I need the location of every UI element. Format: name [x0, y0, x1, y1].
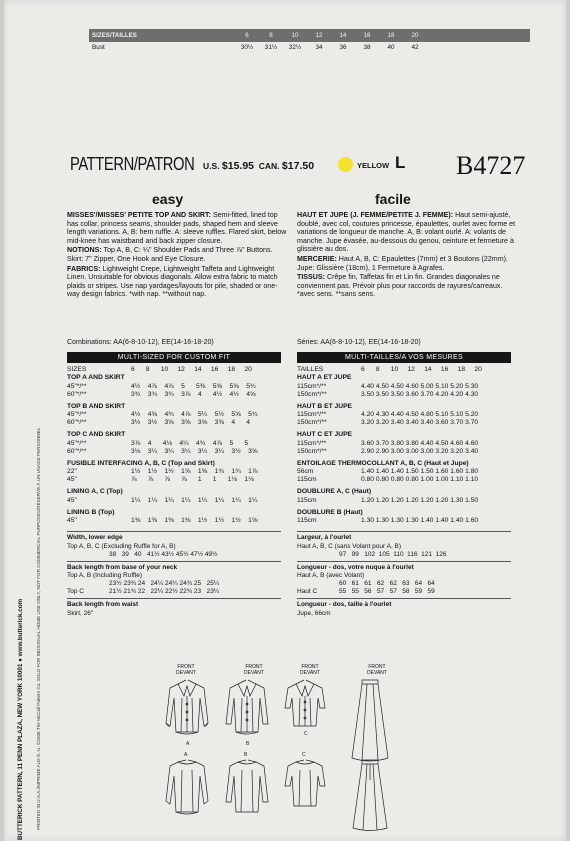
row-values: 3⅛ 3¼ 3¼ 3¼ 3¼ 3¼ 3½ 3⅝ [131, 447, 258, 455]
row-values: 3½ 3½ 3⅝ 3⅝ 3⅝ 3⅝ 4 4 [131, 419, 250, 426]
yardage-table-en [67, 352, 281, 618]
divider [67, 598, 281, 599]
sizes-values: 6 8 10 12 14 16 18 20 [131, 366, 252, 373]
yardage-row [297, 476, 511, 484]
svg-text:B: B [244, 752, 248, 758]
heading-facile: facile [375, 191, 411, 207]
section-title: TOP C AND SKIRT [67, 431, 126, 438]
yardage-row [67, 517, 281, 525]
row-label: 115cm*/** [297, 382, 327, 390]
yardage-row [297, 497, 511, 505]
row-label: 45" [67, 517, 77, 524]
svg-text:C: C [302, 752, 306, 758]
pattern-envelope-back [4, 0, 566, 841]
table-band: MULTI-SIZED FOR CUSTOM FIT [67, 352, 281, 363]
front-view-a [166, 680, 208, 734]
yardage-row [67, 497, 281, 505]
back-ab-values: 23½ 23¾ 24 24¼ 24¼ 24¾ 25 25¼ [109, 580, 220, 587]
fabrics-text: Crêpe fin, Taffetas fin et Lin fin. Grandes diagonales ne conviennent pas. Prévoir plus pour raccords de rayures/carreaux. *avec sens. **sans sens. [297, 273, 503, 299]
yardage-row [297, 448, 511, 456]
section-title: HAUT C ET JUPE [297, 431, 352, 438]
measurements-block [67, 534, 281, 618]
row-values: 3.60 3.70 3.80 3.80 4.40 4.50 4.60 4.60 [361, 439, 479, 447]
size-cell: 34 [315, 44, 323, 51]
row-label: 60"*/** [67, 447, 87, 455]
row-label: 150cm*/** [297, 390, 327, 398]
yardage-row [297, 419, 511, 427]
description-text: Semi-fitted, lined top has collar, princess seams, shoulder pads, shaped hem and sleeve length variations. A, B: hem ruffle. A: sleeve ruffles. Flared skirt, below mid-knee has waistband and back zipper closure. [67, 211, 287, 245]
section-title: HAUT B ET JUPE [297, 402, 352, 410]
yardage-row [67, 419, 281, 427]
row-values: 1.40 1.40 1.40 1.50 1.50 1.60 1.60 1.80 [361, 468, 479, 475]
section-title: HAUT A ET JUPE [297, 374, 352, 381]
size-chart-sizes [235, 32, 427, 39]
width-values: 97 99 102 105 110 116 121 126 [339, 550, 447, 558]
fabrics-lead: FABRICS: [67, 264, 101, 273]
divider [297, 598, 511, 599]
row-values: 3.50 3.50 3.50 3.60 3.70 4.20 4.20 4.30 [361, 390, 479, 398]
row-label: 150cm*/** [297, 419, 327, 426]
row-label: 60"*/** [67, 390, 87, 398]
row-values: 2.90 2.90 3.00 3.00 3.00 3.20 3.20 3.40 [361, 447, 479, 455]
back-view-c [285, 752, 325, 806]
size-cell: 31½ [264, 44, 278, 51]
sizes-values: 6 8 10 12 14 16 18 20 [361, 366, 482, 373]
back-c-values: 21½ 21¾ 22 22¼ 22½ 22¾ 23 23¼ [109, 588, 220, 595]
yardage-row [297, 411, 511, 419]
description-lead: HAUT ET JUPE (J. FEMME/PETITE J. FEMME): [297, 211, 454, 219]
skirt-front-view [352, 680, 388, 761]
section-title: FUSIBLE INTERFACING A, B, C (Top and Skirt) [67, 459, 215, 467]
row-label: 115cm [297, 496, 317, 504]
size-cell: 32½ [288, 44, 302, 51]
row-values: 4.40 4.50 4.50 4.60 5.00 5.10 5.20 5.30 [361, 382, 479, 390]
can-label: CAN. [258, 161, 280, 171]
row-values: 3.20 3.20 3.40 3.40 3.40 3.60 3.70 3.70 [361, 419, 479, 426]
spine-publisher-text [17, 300, 36, 840]
row-values: 3¾ 3¾ 3¾ 3⅞ 4 4½ 4½ 4⅝ [131, 390, 256, 398]
us-label: U.S. [203, 161, 220, 171]
price [203, 160, 314, 172]
waist-sub: Jupe, 66cm [297, 609, 331, 617]
waist-title: Longueur - dos, taille à l'ourlet [297, 601, 392, 608]
table-band: MULTI-TAILLES/A VOS MESURES [297, 352, 511, 363]
sizes-label: SIZES [67, 366, 87, 373]
size-cell: 42 [411, 44, 419, 51]
svg-text:A: A [186, 741, 190, 747]
row-values: 1¼ 1¼ 1¼ 1¼ 1¼ 1¼ 1¼ 1¼ [131, 496, 258, 504]
yardage-row [297, 383, 511, 391]
row-label: 56cm [297, 468, 314, 475]
divider [67, 561, 281, 562]
row-label: 45" [67, 476, 77, 483]
spine-fine: PRINTED IN U.S.A./IMPRIMÉ AUX É.-U. ©2006 The McCall Pattern Co. SOLD FOR INDIVIDUAL HOME USE ONLY, NOT FOR COMMERCIAL PURPOSES/RÉSERVÉ À UN USAGE PERSONNEL [36, 427, 41, 830]
row-values: 1.30 1.30 1.30 1.30 1.40 1.40 1.40 1.60 [361, 517, 479, 524]
back-c-row [297, 588, 511, 596]
row-label: 45"*/** [67, 439, 87, 447]
row-label: 115cm [297, 476, 317, 483]
front-label: FRONT DEVANT [300, 664, 320, 676]
yardage-row [67, 411, 281, 419]
divider [297, 561, 511, 562]
row-values: 4.20 4.30 4.40 4.50 4.80 5.10 5.10 5.20 [361, 411, 479, 418]
size-cell: 8 [269, 32, 273, 39]
bust-label: Bust [92, 44, 105, 51]
front-label: FRONT DEVANT [176, 664, 196, 676]
back-view-b [226, 752, 268, 812]
back-title: Longueur - dos, votre nuque à l'ourlet [297, 563, 414, 571]
can-price: $17.50 [281, 160, 315, 172]
yardage-table-fr [297, 352, 511, 618]
size-cell: 38 [363, 44, 371, 51]
row-values: 1.20 1.20 1.20 1.20 1.20 1.20 1.30 1.50 [361, 496, 479, 504]
heading-easy: easy [152, 191, 184, 207]
size-cell: 16 [363, 32, 371, 39]
size-cell: 18 [387, 32, 395, 39]
size-chart-header [89, 29, 530, 42]
waist-title: Back length from waist [67, 601, 139, 608]
width-title: Width, lower edge [67, 534, 123, 541]
row-label: 150cm*/** [297, 447, 327, 455]
width-values: 38 39 40 41½ 43½ 45½ 47½ 49½ [109, 550, 218, 558]
combinations-fr: Séries: AA(6-8-10-12), EE(14-16-18-20) [297, 339, 421, 346]
spine-main: BUTTERICK PATTERN, 11 PENN PLAZA, NEW YORK 10001 ● www.butterick.com [17, 598, 24, 840]
combinations-en: Combinations: AA(6-8-10-12), EE(14-16-18-20) [67, 339, 214, 346]
size-cell: 20 [411, 32, 419, 39]
bust-values [235, 44, 427, 51]
front-label: FRONT DEVANT [244, 664, 264, 676]
row-values: 4½ 4⅞ 4⅞ 5 5⅜ 5⅝ 5⅝ 5¾ [131, 382, 256, 390]
row-label: 115cm*/** [297, 439, 327, 447]
row-values: 1⅜ 1⅜ 1⅜ 1⅜ 1½ 1½ 1½ 1⅝ [131, 517, 258, 524]
front-view-c [285, 680, 325, 726]
row-values: ⅞ ⅞ ⅞ ⅞ 1 1 1⅛ 1⅛ [131, 476, 254, 483]
row-values: 1½ 1½ 1½ 1⅝ 1⅝ 1¾ 1¾ 1⅞ [131, 468, 258, 475]
row-label: 115cm [297, 517, 317, 524]
measurements-block [297, 534, 511, 618]
description-lead: MISSES'/MISSES' PETITE TOP AND SKIRT: [67, 211, 211, 219]
description-text: Haut semi-ajusté, doublé, avec col, coutures princesse, épaulettes, ourlet avec forme et variations de longueur de manche. A, B: volant ourlé. A: volants de manche. Jupe évasée, au-dessous du genou, ceinture et fermeture à glissière au dos. [297, 211, 516, 254]
notions-lead: NOTIONS: [67, 246, 102, 255]
back-sub: Top A, B (Including Ruffle) [67, 572, 143, 579]
row-label: 115cm*/** [297, 411, 327, 418]
yardage-row [297, 440, 511, 448]
size-chart-label: SIZES/TAILLES [92, 32, 137, 39]
divider [297, 531, 511, 532]
yardage-row [67, 391, 281, 399]
french-description [297, 211, 517, 300]
svg-text:A: A [184, 752, 188, 758]
spacer [67, 525, 281, 529]
row-label: 45" [67, 496, 77, 504]
fabrics-lead: TISSUS: [297, 273, 325, 282]
row-values: 4½ 4⅝ 4¾ 4⅞ 5¼ 5½ 5⅝ 5¾ [131, 411, 258, 418]
sizes-row [297, 366, 511, 374]
sizes-label: TAILLES [297, 366, 324, 373]
width-sub: Haut A, B, C (sans Volant pour A, B) [297, 542, 402, 550]
yardage-row [67, 448, 281, 456]
row-values: 3⅞ 4 4⅛ 4¼ 4¾ 4⅞ 5 5 [131, 439, 249, 447]
front-view-b [226, 680, 268, 734]
back-c-label: Haut C [297, 588, 318, 595]
row-values: 0.80 0.80 0.80 0.80 1.00 1.00 1.10 1.10 [361, 476, 479, 483]
section-title: ENTOILAGE THERMOCOLLANT A, B, C (Haut et Jupe) [297, 459, 469, 467]
english-description [67, 211, 287, 300]
yardage-row [67, 383, 281, 391]
section-title: TOP A AND SKIRT [67, 374, 125, 381]
yellow-dot-icon [338, 157, 353, 172]
size-cell: 6 [245, 32, 249, 39]
row-label: 60"*/** [67, 419, 87, 426]
back-c-values: 55 55 56 57 57 58 59 59 [339, 588, 435, 595]
section-title: TOP B AND SKIRT [67, 402, 126, 410]
back-view-a [166, 752, 208, 814]
spacer [297, 525, 511, 529]
sketch-drawing [154, 663, 414, 831]
waist-sub: Skirt, 26" [67, 609, 94, 617]
size-cell: 14 [339, 32, 347, 39]
row-label: 45"*/** [67, 411, 87, 418]
back-ab-values: 60 61 61 62 62 63 64 64 [339, 580, 435, 587]
back-title: Back length from base of your neck [67, 563, 178, 571]
section-title: DOUBLURE B (Haut) [297, 508, 363, 516]
yardage-row [67, 468, 281, 476]
svg-text:B: B [246, 741, 250, 747]
section-title: LINING B (Top) [67, 508, 115, 516]
back-c-row [67, 588, 281, 596]
spine-fine-print [36, 360, 53, 830]
section-title: DOUBLURE A, C (Haut) [297, 488, 372, 495]
size-cell: 10 [291, 32, 299, 39]
garment-sketches [154, 663, 414, 831]
front-label: FRONT DEVANT [367, 664, 387, 676]
pattern-number: B4727 [456, 151, 526, 180]
yardage-row [297, 391, 511, 399]
section-title: LINING A, C (Top) [67, 488, 123, 495]
size-cell: 30½ [240, 44, 254, 51]
size-code: L [395, 153, 406, 172]
notions-lead: MERCERIE: [297, 254, 337, 263]
width-title: Largeur, à l'ourlet [297, 534, 352, 541]
yardage-row [297, 468, 511, 476]
yardage-row [67, 440, 281, 448]
color-label: YELLOW [357, 161, 390, 170]
yardage-row [297, 517, 511, 525]
svg-text:C: C [304, 731, 308, 737]
fabrics-text: Lightweight Crepe, Lightweight Taffeta and Lightweight Linen. Unsuitable for obvious diagonals. Allow extra fabric to match plaids or stripes. Use nap yardages/layouts for pile, shaded or one-way design fabrics. *with nap. **without nap. [67, 264, 278, 299]
us-price: $15.95 [221, 160, 255, 172]
size-cell: 12 [315, 32, 323, 39]
size-cell: 40 [387, 44, 395, 51]
row-label: 22" [67, 468, 77, 475]
width-sub: Top A, B, C (Excluding Ruffle for A, B) [67, 542, 176, 550]
row-label: 45"*/** [67, 382, 87, 390]
pattern-label: PATTERN/PATRON [70, 154, 195, 174]
back-sub: Haut A, B (avec Volant) [297, 572, 365, 579]
skirt-back-view [353, 760, 387, 831]
size-cell: 36 [339, 44, 347, 51]
bust-row [89, 44, 530, 51]
notions-text: Haut A, B, C: Epaulettes (7mm) et 3 Boutons (22mm). Jupe: Glissière (18cm), 1 Fermeture à Agrafes. [297, 254, 508, 272]
yardage-row [67, 476, 281, 484]
pattern-header [70, 152, 550, 182]
sizes-row [67, 366, 281, 374]
divider [67, 531, 281, 532]
back-c-label: Top C [67, 588, 84, 595]
notions-text: Top A, B, C: ¼" Shoulder Pads and Three ⅞" Buttons. Skirt: 7" Zipper, One Hook and Eye Closure. [67, 246, 273, 263]
